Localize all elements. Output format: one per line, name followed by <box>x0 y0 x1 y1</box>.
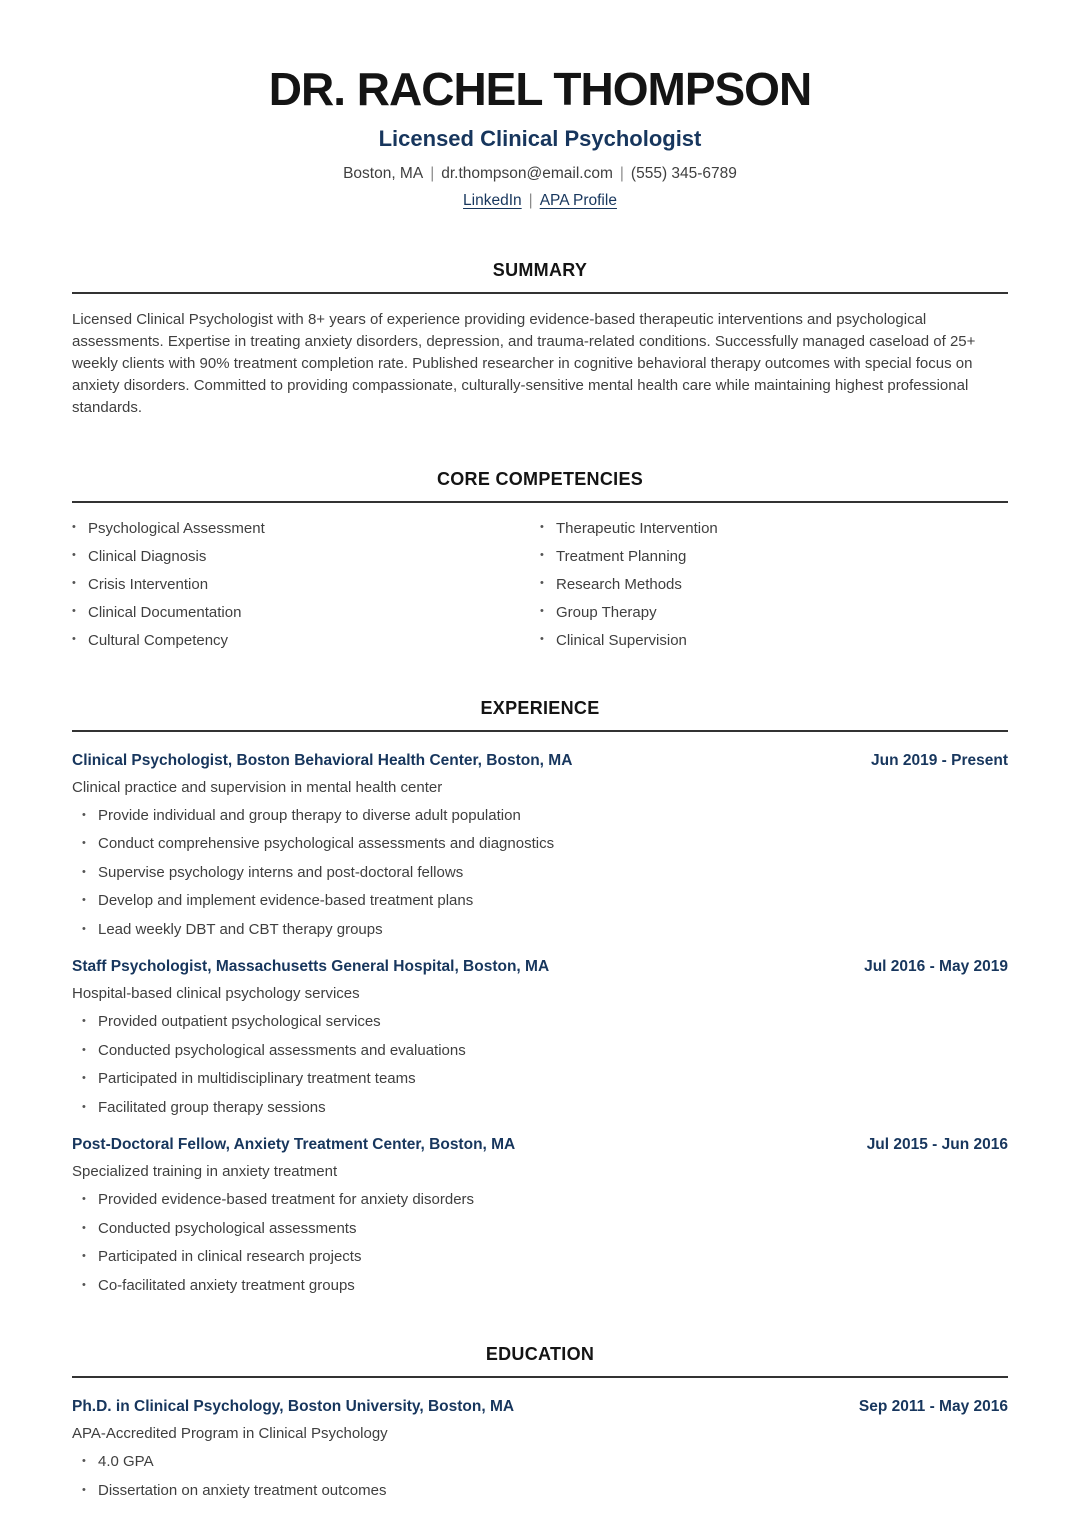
job-bullet-list <box>72 1192 1008 1294</box>
experience-entry <box>72 752 1008 939</box>
job-bullet: • Supervise psychology interns and post-doctoral fellows <box>82 865 1008 882</box>
professional-title: Licensed Clinical Psychologist <box>378 125 702 151</box>
degree-bullet: • Dissertation on anxiety treatment outcomes <box>82 1483 1008 1500</box>
experience-section <box>72 698 1008 1295</box>
summary-heading: SUMMARY <box>72 260 1008 294</box>
job-subtitle: Hospital-based clinical psychology services <box>72 985 360 1003</box>
job-dates: Jul 2015 - Jun 2016 <box>866 1136 1008 1154</box>
core-competencies-section <box>72 469 1008 648</box>
resume-header <box>72 64 1008 210</box>
job-title: Post-Doctoral Fellow, Anxiety Treatment Center, Boston, MA <box>72 1136 516 1154</box>
core-competencies-heading: CORE COMPETENCIES <box>72 469 1008 503</box>
contact-separator: | <box>619 164 624 182</box>
education-entry <box>72 1398 1008 1499</box>
links-separator: | <box>528 191 533 209</box>
entry-header <box>72 1136 1008 1154</box>
competency-item: • Psychological Assessment <box>72 521 540 536</box>
job-subtitle: Specialized training in anxiety treatment <box>72 1163 338 1181</box>
entry-header <box>72 958 1008 976</box>
job-bullet: • Conduct comprehensive psychological assessments and diagnostics <box>82 836 1008 853</box>
competency-column-left <box>72 521 540 648</box>
links-line <box>72 192 1008 210</box>
education-heading: EDUCATION <box>72 1344 1008 1378</box>
competency-item: • Crisis Intervention <box>72 577 540 592</box>
competency-item: • Research Methods <box>540 577 1008 592</box>
job-bullet-list <box>72 808 1008 939</box>
job-dates: Jul 2016 - May 2019 <box>864 958 1008 976</box>
job-bullet: • Provided evidence-based treatment for anxiety disorders <box>82 1192 1008 1209</box>
job-bullet: • Participated in multidisciplinary treatment teams <box>82 1071 1008 1088</box>
competency-column-right <box>540 521 1008 648</box>
degree-bullet: • 4.0 GPA <box>82 1454 1008 1471</box>
experience-heading: EXPERIENCE <box>72 698 1008 732</box>
contact-separator: | <box>430 164 435 182</box>
job-bullet: • Participated in clinical research projects <box>82 1249 1008 1266</box>
summary-text: Licensed Clinical Psychologist with 8+ years of experience providing evidence-based therapeutic interventions and psychological assessments. Expertise in treating anxiety disorders, depression, and trauma-related conditions. Successfully managed caseload of 25+ weekly clients with 90% treatment completion rate. Published researcher in cognitive behavioral therapy outcomes with special focus on anxiety disorders. Committed to providing compassionate, culturally-sensitive mental health care while maintaining highest professional standards. <box>72 310 976 416</box>
email-text: dr.thompson@email.com <box>441 164 613 182</box>
job-bullet: • Facilitated group therapy sessions <box>82 1100 1008 1117</box>
competency-item: • Therapeutic Intervention <box>540 521 1008 536</box>
job-title: Staff Psychologist, Massachusetts General Hospital, Boston, MA <box>72 958 550 976</box>
job-bullet: • Develop and implement evidence-based treatment plans <box>82 893 1008 910</box>
job-bullet: • Conducted psychological assessments <box>82 1221 1008 1238</box>
job-bullet-list <box>72 1014 1008 1116</box>
experience-entry <box>72 958 1008 1116</box>
person-name: DR. RACHEL THOMPSON <box>268 63 812 115</box>
entry-header <box>72 752 1008 770</box>
phone-text: (555) 345-6789 <box>630 164 737 182</box>
job-subtitle: Clinical practice and supervision in mental health center <box>72 778 443 796</box>
entry-header <box>72 1398 1008 1416</box>
job-bullet: • Lead weekly DBT and CBT therapy groups <box>82 922 1008 939</box>
job-dates: Jun 2019 - Present <box>871 751 1008 769</box>
apa-profile-link[interactable]: APA Profile <box>539 191 617 209</box>
job-bullet: • Provided outpatient psychological services <box>82 1014 1008 1031</box>
degree-subtitle: APA-Accredited Program in Clinical Psychology <box>72 1425 388 1443</box>
degree-dates: Sep 2011 - May 2016 <box>858 1398 1008 1416</box>
linkedin-link[interactable]: LinkedIn <box>463 191 522 209</box>
competency-columns <box>72 521 1008 648</box>
competency-item: • Clinical Diagnosis <box>72 549 540 564</box>
competency-item: • Cultural Competency <box>72 633 540 648</box>
degree-bullet-list <box>72 1454 1008 1499</box>
job-title: Clinical Psychologist, Boston Behavioral Health Center, Boston, MA <box>72 751 573 769</box>
education-section <box>72 1344 1008 1499</box>
competency-item: • Clinical Supervision <box>540 633 1008 648</box>
competency-item: • Treatment Planning <box>540 549 1008 564</box>
location-text: Boston, MA <box>343 164 424 182</box>
job-bullet: • Co-facilitated anxiety treatment groups <box>82 1278 1008 1295</box>
competency-item: • Clinical Documentation <box>72 605 540 620</box>
experience-entry <box>72 1136 1008 1294</box>
job-bullet: • Conducted psychological assessments and evaluations <box>82 1043 1008 1060</box>
contact-line <box>72 165 1008 183</box>
summary-section <box>72 260 1008 419</box>
job-bullet: • Provide individual and group therapy to diverse adult population <box>82 808 1008 825</box>
competency-item: • Group Therapy <box>540 605 1008 620</box>
degree-title: Ph.D. in Clinical Psychology, Boston University, Boston, MA <box>72 1398 515 1416</box>
